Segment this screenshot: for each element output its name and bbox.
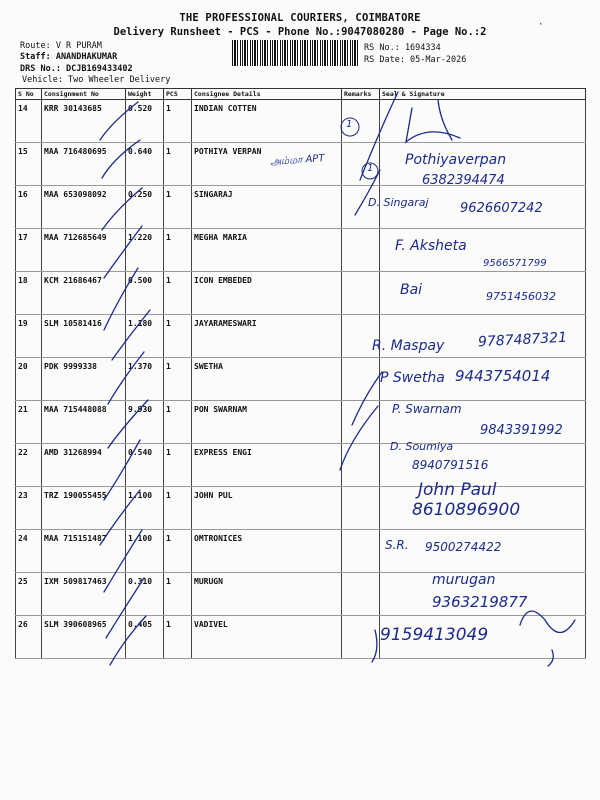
- row-consignment: KCM 21686467: [42, 272, 126, 315]
- row-consignee: MEGHA MARIA: [192, 229, 342, 272]
- signature-23: John Paul: [418, 480, 497, 500]
- tick-mark: [108, 400, 148, 448]
- row-pcs: 1: [164, 143, 192, 186]
- row-pcs: 1: [164, 186, 192, 229]
- company-title: THE PROFESSIONAL COURIERS, COIMBATORE: [179, 12, 421, 24]
- row-consignment: AMD 31268994: [42, 444, 126, 487]
- row-pcs: 1: [164, 573, 192, 616]
- row-weight: 1.180: [126, 315, 164, 358]
- phone-24: 9500274422: [425, 540, 502, 554]
- row-pcs: 1: [164, 444, 192, 487]
- row-pcs: 1: [164, 401, 192, 444]
- signature-19: R. Maspay: [372, 338, 445, 354]
- tick-mark: [100, 490, 140, 545]
- row-consignment: MAA 653098092: [42, 186, 126, 229]
- tick-mark: [104, 530, 142, 592]
- tick-mark: [108, 352, 144, 404]
- runsheet-subtitle: Delivery Runsheet - PCS - Phone No.:9047080280 - Page No.:2: [113, 26, 487, 38]
- row-consignment: TRZ 190055455: [42, 487, 126, 530]
- apt-note: அம்மா APT: [269, 153, 325, 168]
- row-consignment: MAA 715448088: [42, 401, 126, 444]
- row-consignee: JOHN PUL: [192, 487, 342, 530]
- row-consignee: EXPRESS ENGI: [192, 444, 342, 487]
- col-consignee: Consignee Details: [192, 89, 342, 100]
- row-weight: 1.100: [126, 530, 164, 573]
- row-consignee: INDIAN COTTEN: [192, 100, 342, 143]
- phone-16: 9626607242: [460, 201, 543, 216]
- row-consignment: MAA 715151487: [42, 530, 126, 573]
- row-consignee: POTHIYA VERPAN: [192, 143, 342, 186]
- row-weight: 0.310: [126, 573, 164, 616]
- row-pcs: 1: [164, 487, 192, 530]
- phone-21: 9843391992: [480, 423, 563, 438]
- vehicle-label: Vehicle: Two Wheeler Delivery: [22, 75, 171, 85]
- remark-number: 1: [367, 163, 374, 174]
- signature-22: D. Soumiya: [390, 440, 454, 453]
- tick-mark: [102, 188, 142, 230]
- row-consignee: MURUGN: [192, 573, 342, 616]
- phone-20: 9443754014: [455, 367, 551, 385]
- row-weight: 0.540: [126, 444, 164, 487]
- row-pcs: 1: [164, 100, 192, 143]
- col-sno: S No: [16, 89, 42, 100]
- row-consignee: PON SWARNAM: [192, 401, 342, 444]
- signature-18: Bai: [400, 282, 423, 298]
- row-sno: 26: [16, 616, 42, 659]
- phone-15: 6382394474: [422, 173, 505, 188]
- row-consignee: OMTRONICES: [192, 530, 342, 573]
- row-weight: 0.500: [126, 272, 164, 315]
- row-sno: 20: [16, 358, 42, 401]
- row-consignment: MAA 716480695: [42, 143, 126, 186]
- row-pcs: 1: [164, 530, 192, 573]
- row-consignment: KRR 30143685: [42, 100, 126, 143]
- phone-22: 8940791516: [412, 458, 489, 472]
- phone-25: 9363219877: [432, 593, 528, 611]
- row-pcs: 1: [164, 315, 192, 358]
- row-pcs: 1: [164, 616, 192, 659]
- corner-mark: ·: [538, 20, 544, 30]
- col-consignment: Consignment No: [42, 89, 126, 100]
- staff-label: Staff: ANANDHAKUMAR: [20, 52, 118, 62]
- row-consignee: SINGARAJ: [192, 186, 342, 229]
- col-pcs: PCS: [164, 89, 192, 100]
- row-sno: 24: [16, 530, 42, 573]
- row-weight: 0.520: [126, 100, 164, 143]
- rs-number: RS No.: 1694334: [364, 43, 441, 53]
- row-consignment: PDK 9999338: [42, 358, 126, 401]
- row-weight: 0.640: [126, 143, 164, 186]
- rs-date: RS Date: 05-Mar-2026: [364, 55, 467, 65]
- row-sno: 19: [16, 315, 42, 358]
- row-consignment: IXM 509817463: [42, 573, 126, 616]
- tick-mark: [104, 440, 140, 500]
- phone-26: 9159413049: [380, 625, 489, 645]
- row-sno: 16: [16, 186, 42, 229]
- signature-25: murugan: [432, 572, 496, 588]
- row-weight: 1.100: [126, 487, 164, 530]
- phone-17: 9566571799: [483, 258, 547, 269]
- signature-16: D. Singaraj: [368, 196, 429, 209]
- row-sno: 21: [16, 401, 42, 444]
- tick-mark: [104, 268, 138, 330]
- row-consignee: ICON EMBEDED: [192, 272, 342, 315]
- row-pcs: 1: [164, 272, 192, 315]
- remark-number: 1: [346, 119, 353, 130]
- row-sno: 23: [16, 487, 42, 530]
- signature-20: P Swetha: [380, 370, 445, 386]
- row-sno: 18: [16, 272, 42, 315]
- col-weight: Weight: [126, 89, 164, 100]
- row-consignee: VADIVEL: [192, 616, 342, 659]
- row-pcs: 1: [164, 229, 192, 272]
- phone-23: 8610896900: [412, 500, 521, 520]
- signature-21: P. Swarnam: [392, 402, 462, 416]
- row-sno: 25: [16, 573, 42, 616]
- route-label: Route: V R PURAM: [20, 41, 102, 51]
- row-sno: 15: [16, 143, 42, 186]
- row-weight: 0.250: [126, 186, 164, 229]
- row-consignment: SLM 390608965: [42, 616, 126, 659]
- signature-24: S.R.: [385, 538, 409, 552]
- row-pcs: 1: [164, 358, 192, 401]
- row-consignee: JAYARAMESWARI: [192, 315, 342, 358]
- drs-label: DRS No.: DCJB169433402: [20, 64, 133, 74]
- row-consignment: SLM 10581416: [42, 315, 126, 358]
- tick-mark: [352, 372, 382, 425]
- signature-17: F. Aksheta: [395, 238, 467, 254]
- col-signature: Seal & Signature: [380, 89, 586, 100]
- row-consignee: SWETHA: [192, 358, 342, 401]
- row-weight: 0.405: [126, 616, 164, 659]
- phone-18: 9751456032: [486, 290, 556, 303]
- row-consignment: MAA 712685649: [42, 229, 126, 272]
- col-remarks: Remarks: [342, 89, 380, 100]
- signature-15: Pothiyaverpan: [405, 152, 507, 168]
- row-sno: 22: [16, 444, 42, 487]
- row-sno: 17: [16, 229, 42, 272]
- tick-mark: [100, 102, 138, 140]
- row-weight: 1.220: [126, 229, 164, 272]
- row-sno: 14: [16, 100, 42, 143]
- phone-19: 9787487321: [477, 329, 568, 351]
- tick-mark: [340, 406, 378, 470]
- row-weight: 9.930: [126, 401, 164, 444]
- row-weight: 1.370: [126, 358, 164, 401]
- tick-mark: [102, 140, 140, 178]
- tick-mark: [106, 578, 144, 638]
